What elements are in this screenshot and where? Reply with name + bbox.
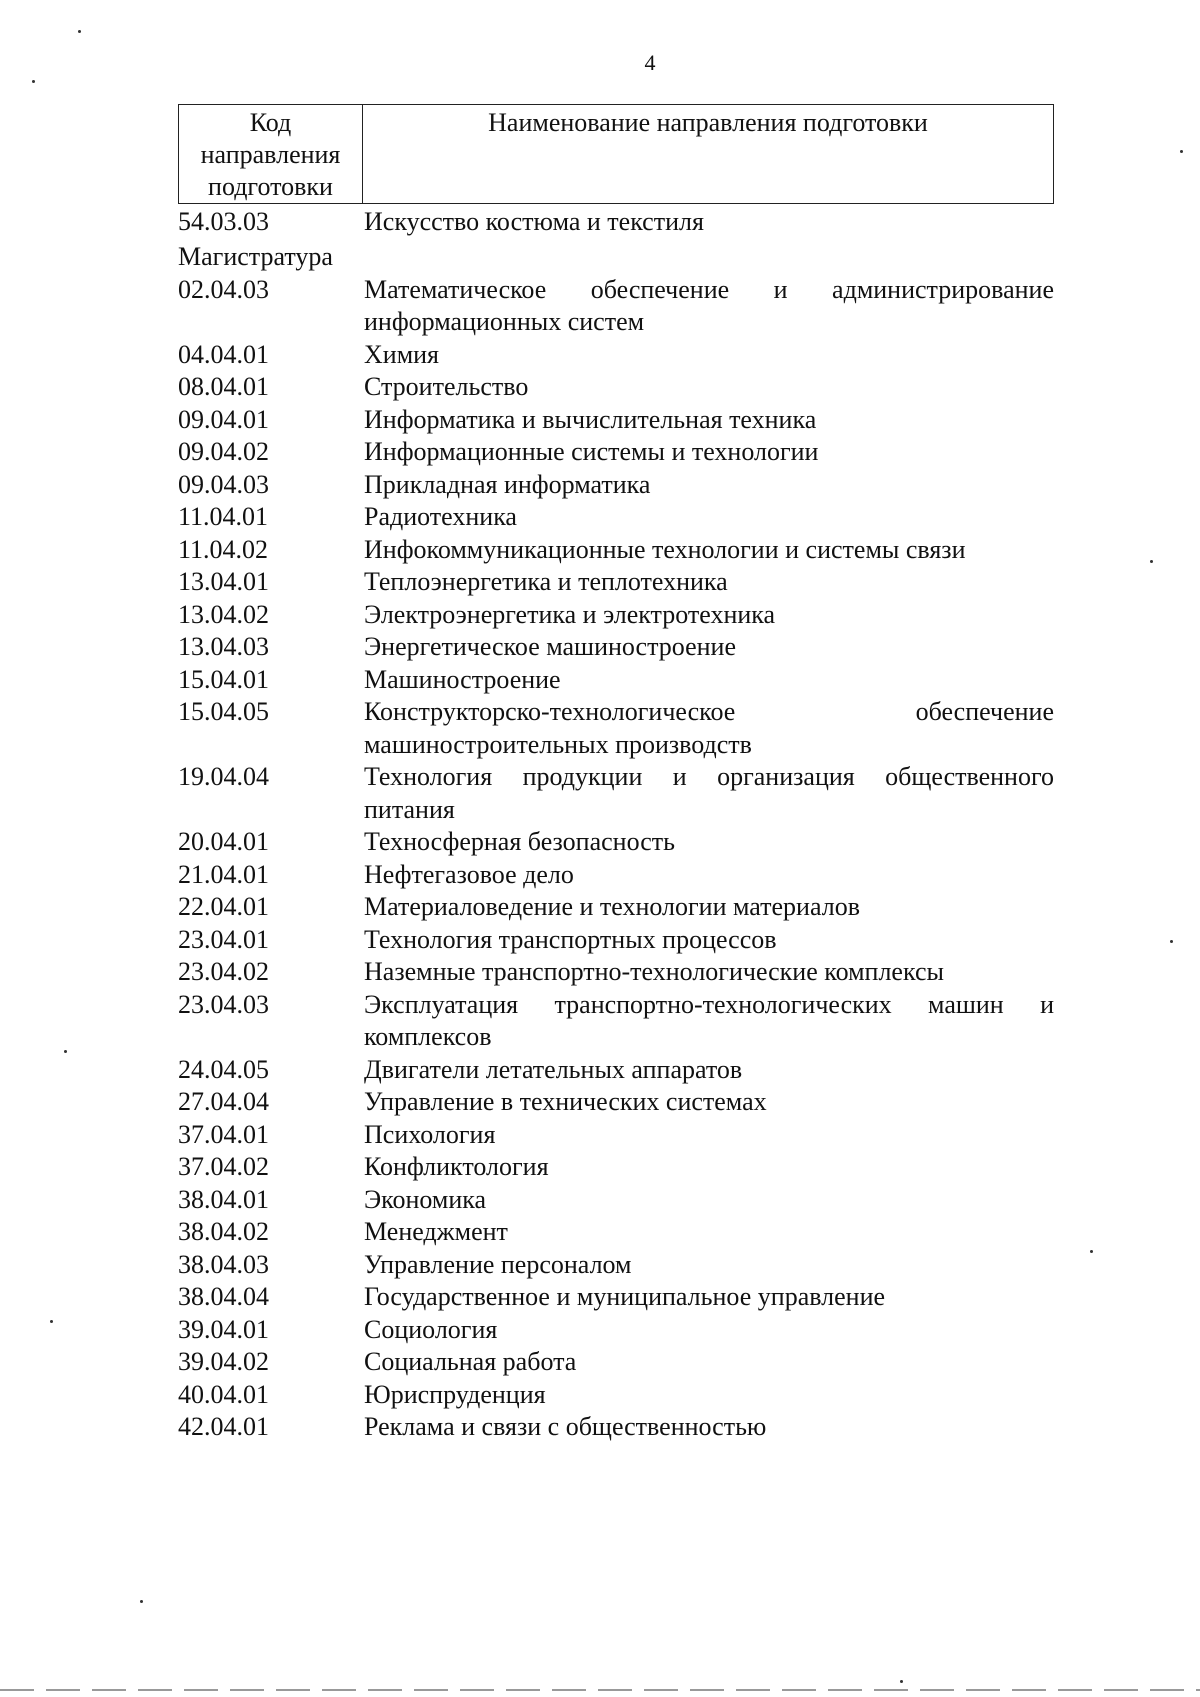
program-list bbox=[178, 206, 1054, 1444]
program-code: 04.04.01 bbox=[178, 339, 269, 369]
table-row bbox=[178, 1379, 1054, 1412]
program-name: Технология продукции и организация общественного питания bbox=[364, 762, 1054, 824]
table-row bbox=[178, 1411, 1054, 1444]
table-header bbox=[178, 104, 1054, 204]
program-code: 37.04.02 bbox=[178, 1152, 269, 1181]
program-name: Наземные транспортно-технологические комплексы bbox=[364, 957, 944, 986]
scan-speck bbox=[1090, 1250, 1093, 1253]
scan-speck bbox=[78, 30, 81, 33]
document-body bbox=[178, 104, 1054, 1444]
program-name: Радиотехника bbox=[364, 502, 517, 531]
table-row bbox=[178, 1086, 1054, 1119]
table-row bbox=[178, 469, 1054, 502]
program-name: Искусство костюма и текстиля bbox=[364, 207, 704, 236]
bottom-scan-border bbox=[0, 1689, 1200, 1691]
program-name: Химия bbox=[364, 339, 440, 369]
program-code: 11.04.02 bbox=[178, 534, 269, 564]
table-row bbox=[178, 1281, 1054, 1314]
program-code: 13.04.03 bbox=[178, 632, 269, 661]
program-name: Реклама и связи с общественностью bbox=[364, 1412, 767, 1441]
table-row bbox=[178, 1216, 1054, 1249]
table-row bbox=[178, 924, 1054, 957]
program-name: Управление в технических системах bbox=[364, 1087, 767, 1116]
program-code: 40.04.01 bbox=[178, 1379, 269, 1409]
scan-speck bbox=[900, 1680, 903, 1683]
program-name: Материаловедение и технологии материалов bbox=[364, 892, 860, 921]
program-code: 37.04.01 bbox=[178, 1119, 269, 1149]
program-name: Двигатели летательных аппаратов bbox=[364, 1054, 743, 1084]
scan-speck bbox=[1150, 560, 1153, 563]
program-name: Менеджмент bbox=[364, 1217, 508, 1246]
table-row bbox=[178, 891, 1054, 924]
program-name: Конструкторско-технологическое обеспечение машиностроительных производств bbox=[364, 697, 1054, 759]
program-code: 15.04.01 bbox=[178, 664, 269, 694]
program-code: 42.04.01 bbox=[178, 1412, 269, 1441]
program-code: 19.04.04 bbox=[178, 762, 269, 791]
table-row bbox=[178, 664, 1054, 697]
table-row bbox=[178, 1151, 1054, 1184]
table-row bbox=[178, 436, 1054, 469]
program-code: 38.04.02 bbox=[178, 1217, 269, 1246]
header-code-cell: Код направления подготовки bbox=[179, 105, 363, 204]
header-name-cell: Наименование направления подготовки bbox=[363, 105, 1054, 204]
table-row bbox=[178, 826, 1054, 859]
table-row bbox=[178, 1054, 1054, 1087]
scan-speck bbox=[50, 1320, 53, 1323]
table-row bbox=[178, 1119, 1054, 1152]
program-code: 23.04.01 bbox=[178, 924, 269, 954]
program-code: 27.04.04 bbox=[178, 1087, 269, 1116]
program-code: 21.04.01 bbox=[178, 859, 269, 889]
program-name: Электроэнергетика и электротехника bbox=[364, 599, 776, 629]
program-code: 24.04.05 bbox=[178, 1054, 269, 1084]
program-code: 08.04.01 bbox=[178, 372, 269, 401]
table-row bbox=[178, 1314, 1054, 1347]
program-code: 39.04.02 bbox=[178, 1347, 269, 1376]
table-row bbox=[178, 1249, 1054, 1282]
table-row bbox=[178, 404, 1054, 437]
program-code: 22.04.01 bbox=[178, 892, 269, 921]
scan-speck bbox=[1170, 940, 1173, 943]
program-code: 54.03.03 bbox=[178, 207, 269, 236]
program-name: Социология bbox=[364, 1314, 498, 1344]
table-row bbox=[178, 599, 1054, 632]
table-row bbox=[178, 534, 1054, 567]
program-name: Управление персоналом bbox=[364, 1249, 632, 1279]
program-name: Технология транспортных процессов bbox=[364, 924, 777, 954]
table-row bbox=[178, 631, 1054, 664]
table-row bbox=[178, 761, 1054, 826]
program-name: Строительство bbox=[364, 372, 529, 401]
program-code: 09.04.01 bbox=[178, 404, 269, 434]
section-title: Магистратура bbox=[178, 241, 333, 271]
scan-speck bbox=[32, 80, 35, 83]
program-code: 38.04.01 bbox=[178, 1184, 269, 1214]
program-name: Нефтегазовое дело bbox=[364, 859, 574, 889]
page-number: 4 bbox=[644, 50, 656, 75]
program-code: 23.04.03 bbox=[178, 989, 269, 1019]
scan-speck bbox=[140, 1600, 143, 1603]
program-name: Энергетическое машиностроение bbox=[364, 632, 736, 661]
program-code: 09.04.03 bbox=[178, 469, 269, 499]
program-name: Эксплуатация транспортно-технологических машин и комплексов bbox=[364, 989, 1054, 1051]
table-row bbox=[178, 1346, 1054, 1379]
table-row bbox=[178, 566, 1054, 599]
program-code: 11.04.01 bbox=[178, 502, 269, 531]
program-code: 02.04.03 bbox=[178, 274, 269, 304]
program-name: Информатика и вычислительная техника bbox=[364, 404, 817, 434]
program-code: 39.04.01 bbox=[178, 1314, 269, 1344]
table-row bbox=[178, 989, 1054, 1054]
program-name: Психология bbox=[364, 1119, 496, 1149]
program-code: 20.04.01 bbox=[178, 827, 269, 856]
program-code: 15.04.05 bbox=[178, 697, 269, 726]
table-row bbox=[178, 206, 1054, 239]
table-row bbox=[178, 859, 1054, 892]
program-name: Математическое обеспечение и администрирование информационных систем bbox=[364, 274, 1054, 336]
program-code: 23.04.02 bbox=[178, 957, 269, 986]
program-name: Машиностроение bbox=[364, 664, 561, 694]
program-name: Конфликтология bbox=[364, 1152, 549, 1181]
program-code: 13.04.01 bbox=[178, 567, 269, 596]
table-row bbox=[178, 371, 1054, 404]
program-name: Социальная работа bbox=[364, 1347, 577, 1376]
table-row bbox=[178, 274, 1054, 339]
table-row bbox=[178, 1184, 1054, 1217]
scan-speck bbox=[1180, 150, 1183, 153]
program-name: Инфокоммуникационные технологии и системы связи bbox=[364, 534, 966, 564]
table-row bbox=[178, 956, 1054, 989]
program-code: 09.04.02 bbox=[178, 437, 269, 466]
program-name: Информационные системы и технологии bbox=[364, 437, 819, 466]
program-name: Государственное и муниципальное управление bbox=[364, 1282, 886, 1311]
program-code: 38.04.03 bbox=[178, 1249, 269, 1279]
program-name: Экономика bbox=[364, 1184, 487, 1214]
program-code: 38.04.04 bbox=[178, 1282, 269, 1311]
masters-rows bbox=[178, 274, 1054, 1444]
program-name: Теплоэнергетика и теплотехника bbox=[364, 567, 728, 596]
table-row bbox=[178, 696, 1054, 761]
table-row bbox=[178, 501, 1054, 534]
program-code: 13.04.02 bbox=[178, 599, 269, 629]
table-row bbox=[178, 339, 1054, 372]
program-name: Прикладная информатика bbox=[364, 469, 651, 499]
program-name: Юриспруденция bbox=[364, 1379, 546, 1409]
program-name: Техносферная безопасность bbox=[364, 827, 675, 856]
scan-speck bbox=[64, 1050, 67, 1053]
